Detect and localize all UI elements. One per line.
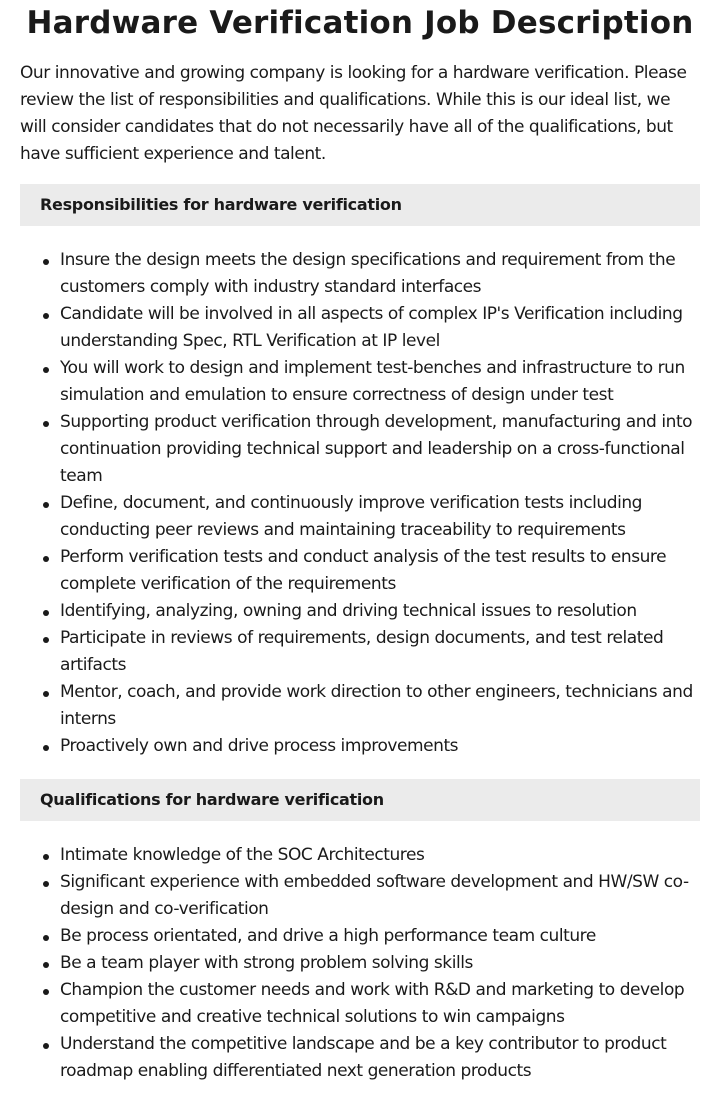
bullet-icon	[43, 259, 49, 265]
bullet-icon	[43, 745, 49, 751]
bullet-icon	[43, 935, 49, 941]
list-item-text: Mentor, coach, and provide work direction to other engineers, technicians and interns	[60, 682, 693, 729]
list-item	[60, 842, 700, 869]
list-item-text: Intimate knowledge of the SOC Architectures	[60, 845, 425, 865]
list-item-text: Supporting product verification through development, manufacturing and into continuation providing technical support and leadership on a cross-functional team	[60, 412, 693, 486]
list-item	[60, 923, 700, 950]
list-item	[60, 950, 700, 977]
bullet-icon	[43, 881, 49, 887]
list-item	[60, 301, 700, 355]
list-item-text: Identifying, analyzing, owning and driving technical issues to resolution	[60, 601, 637, 621]
bullet-icon	[43, 502, 49, 508]
list-item-text: Define, document, and continuously improve verification tests including conducting peer reviews and maintaining traceability to requirements	[60, 493, 643, 540]
page-title: Hardware Verification Job Description	[26, 5, 694, 41]
list-item	[60, 977, 700, 1031]
list-item-text: Participate in reviews of requirements, design documents, and test related artifacts	[60, 628, 664, 675]
list-item-text: Understand the competitive landscape and be a key contributor to product roadmap enabling differentiated next generation products	[60, 1034, 667, 1081]
bullet-icon	[43, 367, 49, 373]
list-item-text: Be process orientated, and drive a high performance team culture	[60, 926, 596, 946]
list-item	[60, 1031, 700, 1085]
qualifications-list	[20, 842, 700, 1085]
bullet-icon	[43, 989, 49, 995]
list-item-text: Champion the customer needs and work with R&D and marketing to develop competitive and creative technical solutions to win campaigns	[60, 980, 685, 1027]
intro-paragraph: Our innovative and growing company is looking for a hardware verification. Please review the list of responsibilities and qualifications. While this is our ideal list, we will consider candidates that do not necessarily have all of the qualifications, but have sufficient experience and talent.	[20, 63, 687, 164]
list-item	[60, 733, 700, 760]
list-item-text: Proactively own and drive process improvements	[60, 736, 459, 756]
list-item-text: You will work to design and implement test-benches and infrastructure to run simulation and emulation to ensure correctness of design under test	[60, 358, 685, 405]
list-item-text: Perform verification tests and conduct analysis of the test results to ensure complete verification of the requirements	[60, 547, 667, 594]
list-item	[60, 490, 700, 544]
list-item	[60, 247, 700, 301]
responsibilities-list	[20, 247, 700, 760]
qualifications-heading: Qualifications for hardware verification	[20, 779, 700, 821]
list-item-text: Insure the design meets the design specifications and requirement from the customers comply with industry standard interfaces	[60, 250, 676, 297]
list-item-text: Be a team player with strong problem solving skills	[60, 953, 473, 973]
list-item	[60, 869, 700, 923]
list-item-text: Significant experience with embedded software development and HW/SW co-design and co-verification	[60, 872, 689, 919]
list-item	[60, 679, 700, 733]
list-item	[60, 355, 700, 409]
bullet-icon	[43, 854, 49, 860]
bullet-icon	[43, 610, 49, 616]
bullet-icon	[43, 962, 49, 968]
list-item	[60, 409, 700, 490]
bullet-icon	[43, 421, 49, 427]
bullet-icon	[43, 691, 49, 697]
list-item	[60, 625, 700, 679]
bullet-icon	[43, 637, 49, 643]
bullet-icon	[43, 1043, 49, 1049]
list-item	[60, 544, 700, 598]
list-item-text: Candidate will be involved in all aspects of complex IP's Verification including understanding Spec, RTL Verification at IP level	[60, 304, 683, 351]
responsibilities-heading: Responsibilities for hardware verification	[20, 184, 700, 226]
bullet-icon	[43, 313, 49, 319]
list-item	[60, 598, 700, 625]
bullet-icon	[43, 556, 49, 562]
